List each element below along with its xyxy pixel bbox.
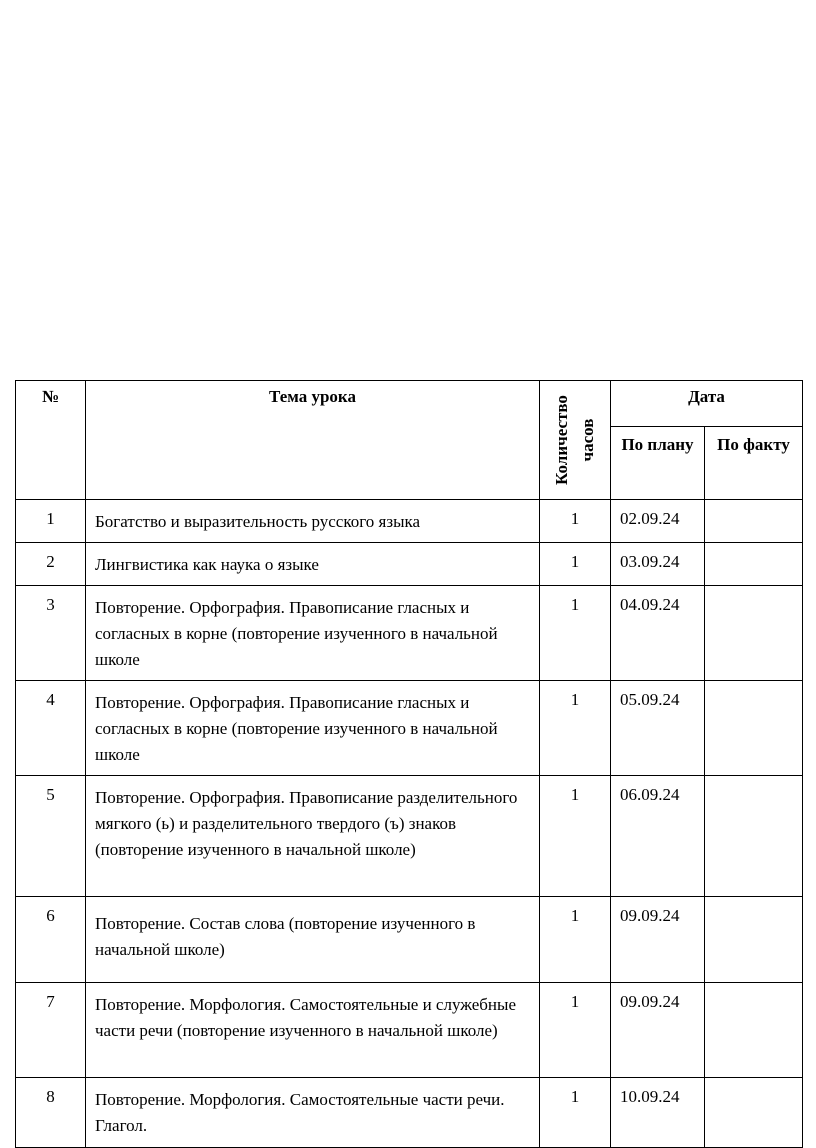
row-number: 7 — [16, 983, 86, 1078]
table-row — [16, 500, 803, 543]
header-hours — [540, 381, 611, 500]
row-topic: Повторение. Орфография. Правописание разделительного мягкого (ь) и разделительного твердого (ъ) знаков (повторение изученного в начальной школе) — [86, 776, 540, 897]
row-topic: Повторение. Состав слова (повторение изученного в начальной школе) — [86, 897, 540, 983]
header-topic: Тема урока — [86, 381, 540, 500]
row-number: 6 — [16, 897, 86, 983]
row-date-plan: 09.09.24 — [611, 983, 705, 1078]
row-hours: 1 — [540, 500, 611, 543]
table-row — [16, 1078, 803, 1148]
table-row — [16, 543, 803, 586]
header-number: № — [16, 381, 86, 500]
table-row — [16, 983, 803, 1078]
row-topic: Повторение. Морфология. Самостоятельные и служебные части речи (повторение изученного в начальной школе) — [86, 983, 540, 1078]
row-hours: 1 — [540, 776, 611, 897]
header-date: Дата — [611, 381, 803, 427]
table-row — [16, 776, 803, 897]
row-date-fact — [705, 681, 803, 776]
row-number: 1 — [16, 500, 86, 543]
row-topic: Повторение. Орфография. Правописание гласных и согласных в корне (повторение изученного в начальной школе — [86, 586, 540, 681]
row-topic: Богатство и выразительность русского языка — [86, 500, 540, 543]
row-date-plan: 03.09.24 — [611, 543, 705, 586]
row-date-fact — [705, 1078, 803, 1148]
row-date-plan: 02.09.24 — [611, 500, 705, 543]
lesson-plan-table — [15, 380, 803, 1148]
row-date-plan: 10.09.24 — [611, 1078, 705, 1148]
row-date-plan: 06.09.24 — [611, 776, 705, 897]
row-date-fact — [705, 897, 803, 983]
row-number: 2 — [16, 543, 86, 586]
row-date-fact — [705, 586, 803, 681]
row-hours: 1 — [540, 1078, 611, 1148]
row-topic: Лингвистика как наука о языке — [86, 543, 540, 586]
table-row — [16, 681, 803, 776]
row-topic: Повторение. Орфография. Правописание гласных и согласных в корне (повторение изученного в начальной школе — [86, 681, 540, 776]
row-date-fact — [705, 500, 803, 543]
row-hours: 1 — [540, 586, 611, 681]
row-hours: 1 — [540, 983, 611, 1078]
table-row — [16, 897, 803, 983]
row-hours: 1 — [540, 681, 611, 776]
row-date-fact — [705, 983, 803, 1078]
row-date-plan: 05.09.24 — [611, 681, 705, 776]
row-number: 8 — [16, 1078, 86, 1148]
row-date-plan: 09.09.24 — [611, 897, 705, 983]
row-hours: 1 — [540, 543, 611, 586]
header-date-fact: По факту — [705, 426, 803, 499]
row-number: 4 — [16, 681, 86, 776]
row-date-fact — [705, 543, 803, 586]
row-number: 3 — [16, 586, 86, 681]
header-hours-label: Количество часов — [552, 395, 597, 485]
row-topic: Повторение. Морфология. Самостоятельные части речи. Глагол. — [86, 1078, 540, 1148]
table-row — [16, 586, 803, 681]
row-date-fact — [705, 776, 803, 897]
row-date-plan: 04.09.24 — [611, 586, 705, 681]
row-hours: 1 — [540, 897, 611, 983]
header-date-plan: По плану — [611, 426, 705, 499]
row-number: 5 — [16, 776, 86, 897]
